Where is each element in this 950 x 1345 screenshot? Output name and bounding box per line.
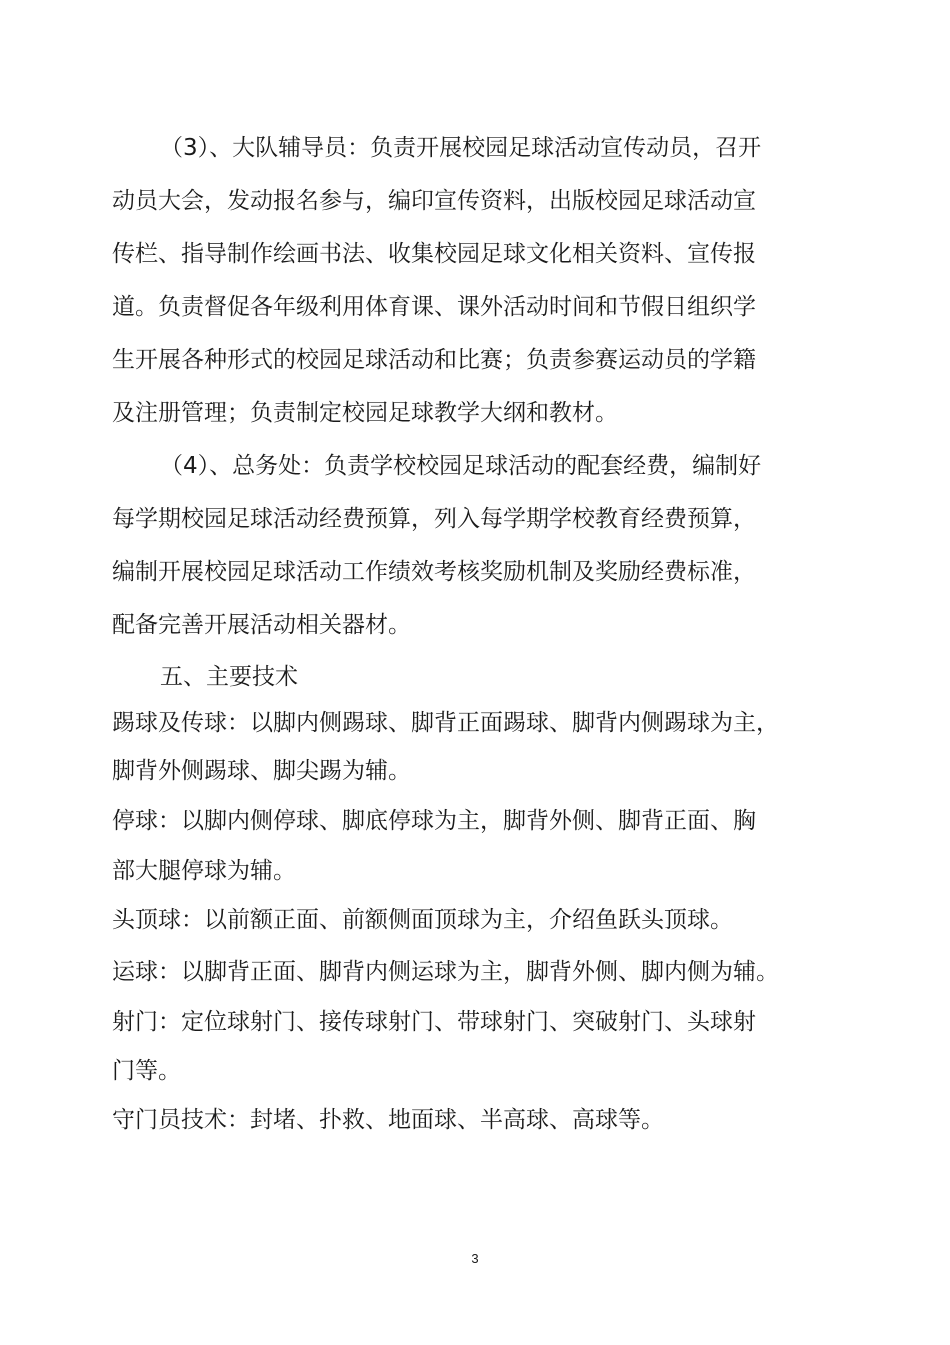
technique-line-4: 部大腿停球为辅。 xyxy=(112,858,296,884)
technique-line-6: 运球：以脚背正面、脚背内侧运球为主，脚背外侧、脚内侧为辅。 xyxy=(112,959,779,985)
paragraph-4-line-4: 配备完善开展活动相关器材。 xyxy=(112,612,411,638)
paragraph-4-line-2: 每学期校园足球活动经费预算，列入每学期学校教育经费预算， xyxy=(112,506,756,532)
paragraph-3-line-1: （3）、大队辅导员：负责开展校园足球活动宣传动员，召开 xyxy=(160,135,762,161)
technique-line-1: 踢球及传球：以脚内侧踢球、脚背正面踢球、脚背内侧踢球为主， xyxy=(112,710,779,736)
paragraph-3-line-2: 动员大会，发动报名参与，编印宣传资料，出版校园足球活动宣 xyxy=(112,188,756,214)
paragraph-3-line-3: 传栏、指导制作绘画书法、收集校园足球文化相关资料、宣传报 xyxy=(112,241,756,267)
technique-line-2: 脚背外侧踢球、脚尖踢为辅。 xyxy=(112,758,411,784)
technique-line-3: 停球：以脚内侧停球、脚底停球为主，脚背外侧、脚背正面、胸 xyxy=(112,808,756,834)
page-number: 3 xyxy=(471,1251,479,1266)
paragraph-3-line-5: 生开展各种形式的校园足球活动和比赛；负责参赛运动员的学籍 xyxy=(112,347,756,373)
technique-line-8: 门等。 xyxy=(112,1058,181,1084)
section-heading: 五、主要技术 xyxy=(160,664,298,690)
paragraph-3-line-4: 道。负责督促各年级利用体育课、课外活动时间和节假日组织学 xyxy=(112,294,756,320)
paragraph-4-line-1: （4）、总务处：负责学校校园足球活动的配套经费，编制好 xyxy=(160,453,762,479)
technique-line-9: 守门员技术：封堵、扑救、地面球、半高球、高球等。 xyxy=(112,1107,664,1133)
paragraph-4-line-3: 编制开展校园足球活动工作绩效考核奖励机制及奖励经费标准， xyxy=(112,559,756,585)
technique-line-5: 头顶球：以前额正面、前额侧面顶球为主，介绍鱼跃头顶球。 xyxy=(112,907,733,933)
paragraph-3-line-6: 及注册管理；负责制定校园足球教学大纲和教材。 xyxy=(112,400,618,426)
technique-line-7: 射门：定位球射门、接传球射门、带球射门、突破射门、头球射 xyxy=(112,1009,756,1035)
